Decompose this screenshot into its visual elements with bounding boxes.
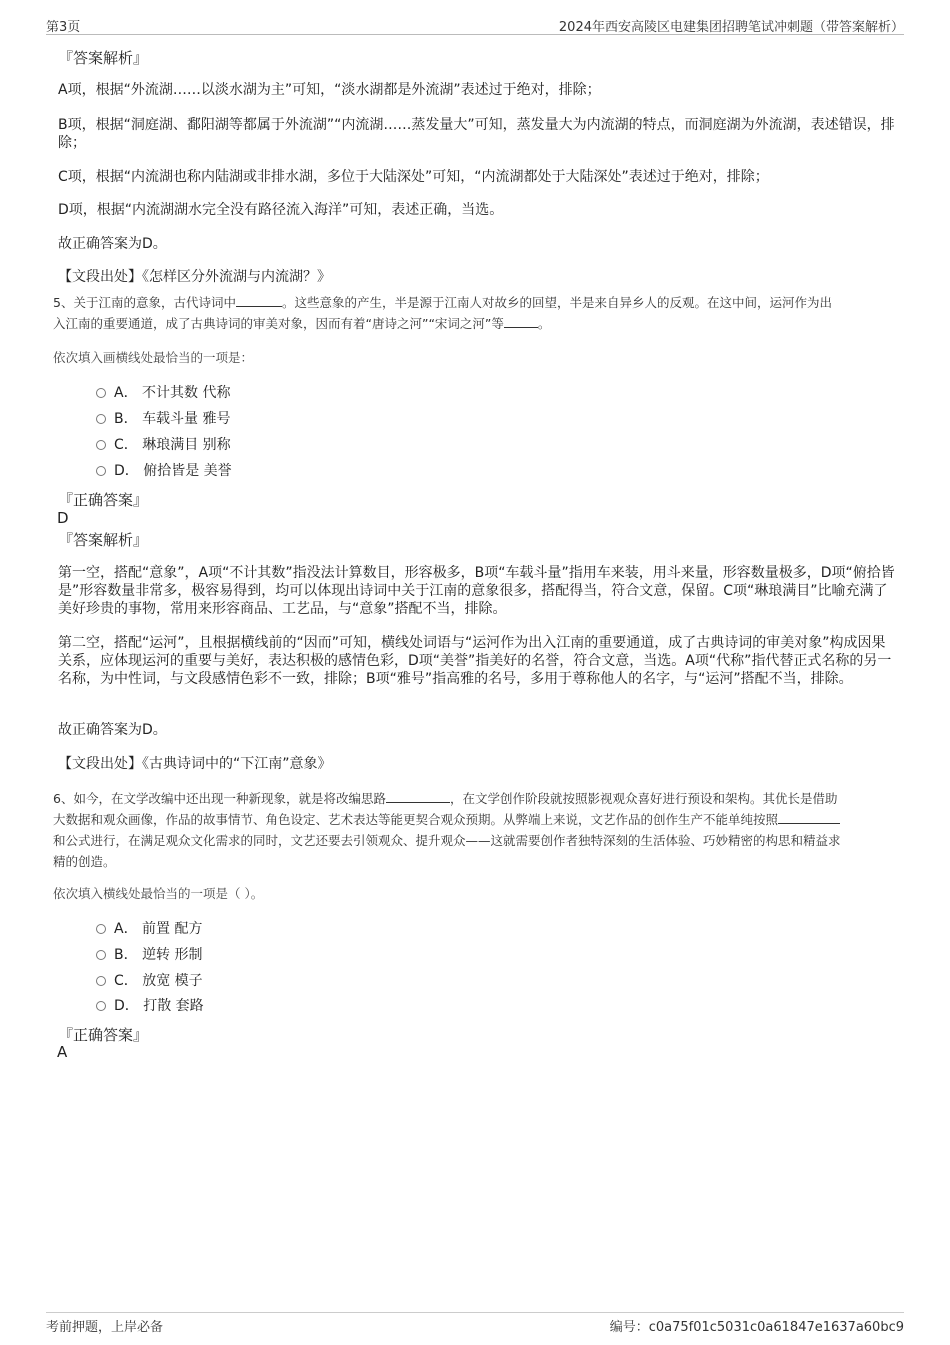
fill-blank (236, 294, 282, 307)
question-5-option-d[interactable]: D． 俯拾皆是 美誉 (96, 461, 232, 481)
fill-blank (386, 790, 450, 803)
analysis-label: 『答案解析』 (58, 531, 149, 549)
correct-answer: A (57, 1043, 68, 1061)
radio-icon[interactable] (96, 950, 106, 960)
source-citation: 【文段出处】《怎样区分外流湖与内流湖？》 (58, 269, 331, 285)
question-6-option-a[interactable]: A． 前置 配方 (96, 919, 202, 939)
correct-answer-label: 『正确答案』 (58, 491, 149, 509)
question-6-prompt: 依次填入横线处最恰当的一项是（ ）。 (53, 886, 264, 901)
analysis-option-b: B项，根据“洞庭湖、鄱阳湖等都属于外流湖”“内流湖……蒸发量大”可知，蒸发量大为内流湖的特点，而洞庭湖为外流湖，表述错误，排除； (58, 117, 895, 151)
document-title: 2024年西安高陵区电建集团招聘笔试冲刺题（带答案解析） (558, 20, 904, 35)
question-5-prompt: 依次填入画横线处最恰当的一项是： (53, 350, 254, 365)
radio-icon[interactable] (96, 1001, 106, 1011)
page-header (46, 14, 904, 35)
radio-icon[interactable] (96, 466, 106, 476)
analysis-conclusion: 故正确答案为D。 (58, 236, 167, 252)
analysis-paragraph-1: 第一空，搭配“意象”，A项“不计其数”指没法计算数目，形容极多，B项“车载斗量”指用车来装，用斗来量，形容数量极多，D项“俯拾皆是”形容数量非常多，极容易得到，均可以体现出诗词中关于江南的意象很多，搭配得当，符合文意，保留。C项“琳琅满目”比喻充满了美好珍贵的事物，常用来形容商品、工艺品，与“意象”搭配不当，排除。 (58, 565, 895, 617)
analysis-paragraph-2: 第二空，搭配“运河”，且根据横线前的“因而”可知，横线处词语与“运河作为出入江南的重要通道，成了古典诗词的审美对象”构成因果关系，应体现运河的重要与美好，表达积极的感情色彩，D项“美誉”指美好的名誉，符合文意，当选。A项“代称”指代替正式名称的另一名称，为中性词，与文段感情色彩不一致，排除；B项“雅号”指高雅的名号，多用于尊称他人的名字，与“运河”搭配不当，排除。 (58, 635, 892, 687)
source-citation: 【文段出处】《古典诗词中的“下江南”意象》 (58, 756, 332, 772)
page-number: 第3页 (46, 20, 81, 35)
correct-answer-label: 『正确答案』 (58, 1026, 149, 1044)
radio-icon[interactable] (96, 440, 106, 450)
question-5-option-b[interactable]: B． 车载斗量 雅号 (96, 409, 231, 429)
analysis-option-a: A项，根据“外流湖……以淡水湖为主”可知，“淡水湖都是外流湖”表述过于绝对，排除； (58, 82, 601, 98)
footer-slogan: 考前押题，上岸必备 (46, 1320, 164, 1335)
page-footer (46, 1312, 904, 1333)
fill-blank (504, 315, 538, 328)
question-6-text: 6、如今，在文学改编中还出现一种新现象，就是将改编思路 ，在文学创作阶段就按照影视观众喜好进行预设和架构。其优长是借助 大数据和观众画像，作品的故事情节、角色设定、艺术表达等能更契合观众预期。从弊端上来说，文艺作品的创作生产不能单纯按照 和公式进行，在满足观众文化需求的同时，文艺还要去引领观众、提升观众——这就需要创作者独特深刻的生活体验、巧妙精密的构思和精益求 精的创造。 (53, 791, 841, 869)
radio-icon[interactable] (96, 924, 106, 934)
question-5-option-a[interactable]: A． 不计其数 代称 (96, 383, 230, 403)
analysis-label: 『答案解析』 (58, 49, 149, 67)
radio-icon[interactable] (96, 388, 106, 398)
question-5-option-c[interactable]: C． 琳琅满目 别称 (96, 435, 231, 455)
fill-blank (778, 811, 840, 824)
question-6-option-d[interactable]: D． 打散 套路 (96, 996, 204, 1016)
analysis-conclusion: 故正确答案为D。 (58, 722, 167, 738)
correct-answer: D (57, 509, 69, 527)
analysis-option-c: C项，根据“内流湖也称内陆湖或非排水湖，多位于大陆深处”可知，“内流湖都处于大陆深处”表述过于绝对，排除； (58, 169, 769, 185)
analysis-option-d: D项，根据“内流湖湖水完全没有路径流入海洋”可知，表述正确，当选。 (58, 202, 504, 218)
question-6-option-c[interactable]: C． 放宽 模子 (96, 971, 203, 991)
document-code: 编号：c0a75f01c5031c0a61847e1637a60bc9 (609, 1320, 904, 1335)
question-5-text: 5、关于江南的意象，古代诗词中 。这些意象的产生，半是源于江南人对故乡的回望，半是来自异乡人的反观。在这中间，运河作为出 入江南的重要通道，成了古典诗词的审美对象，因而有着“唐诗之河”“宋词之河”等 。 (53, 295, 832, 331)
radio-icon[interactable] (96, 976, 106, 986)
radio-icon[interactable] (96, 414, 106, 424)
question-6-option-b[interactable]: B． 逆转 形制 (96, 945, 203, 965)
